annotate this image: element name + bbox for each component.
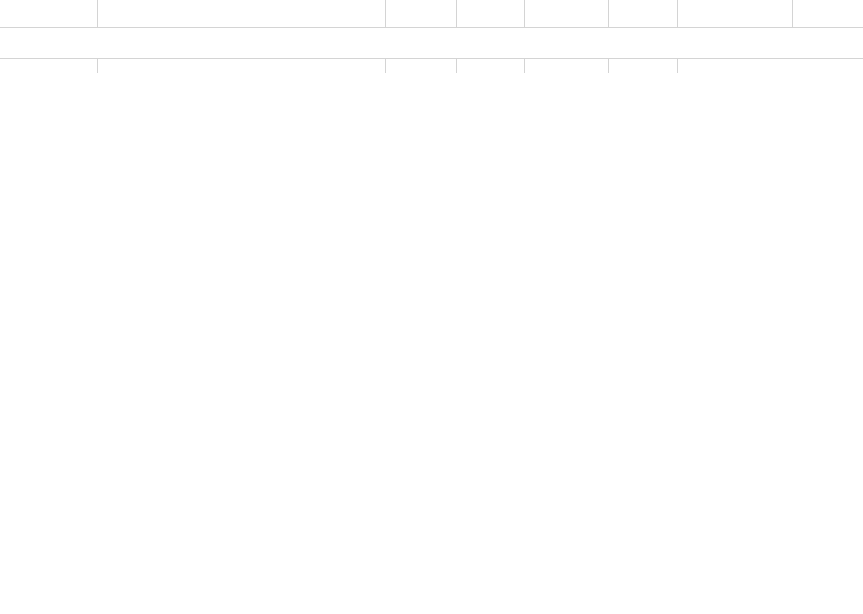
gridline: [677, 0, 678, 28]
gridline: [608, 0, 609, 28]
gridline: [524, 0, 525, 28]
gridline: [0, 27, 863, 28]
gridline: [524, 59, 525, 73]
gridline: [456, 59, 457, 73]
gridline: [677, 59, 678, 73]
gridline: [385, 0, 386, 28]
gridline: [456, 0, 457, 28]
gridline: [385, 59, 386, 73]
gridline: [792, 0, 793, 28]
gridline: [608, 59, 609, 73]
gridline: [97, 59, 98, 73]
gridline: [97, 0, 98, 28]
gridline: [0, 58, 863, 59]
